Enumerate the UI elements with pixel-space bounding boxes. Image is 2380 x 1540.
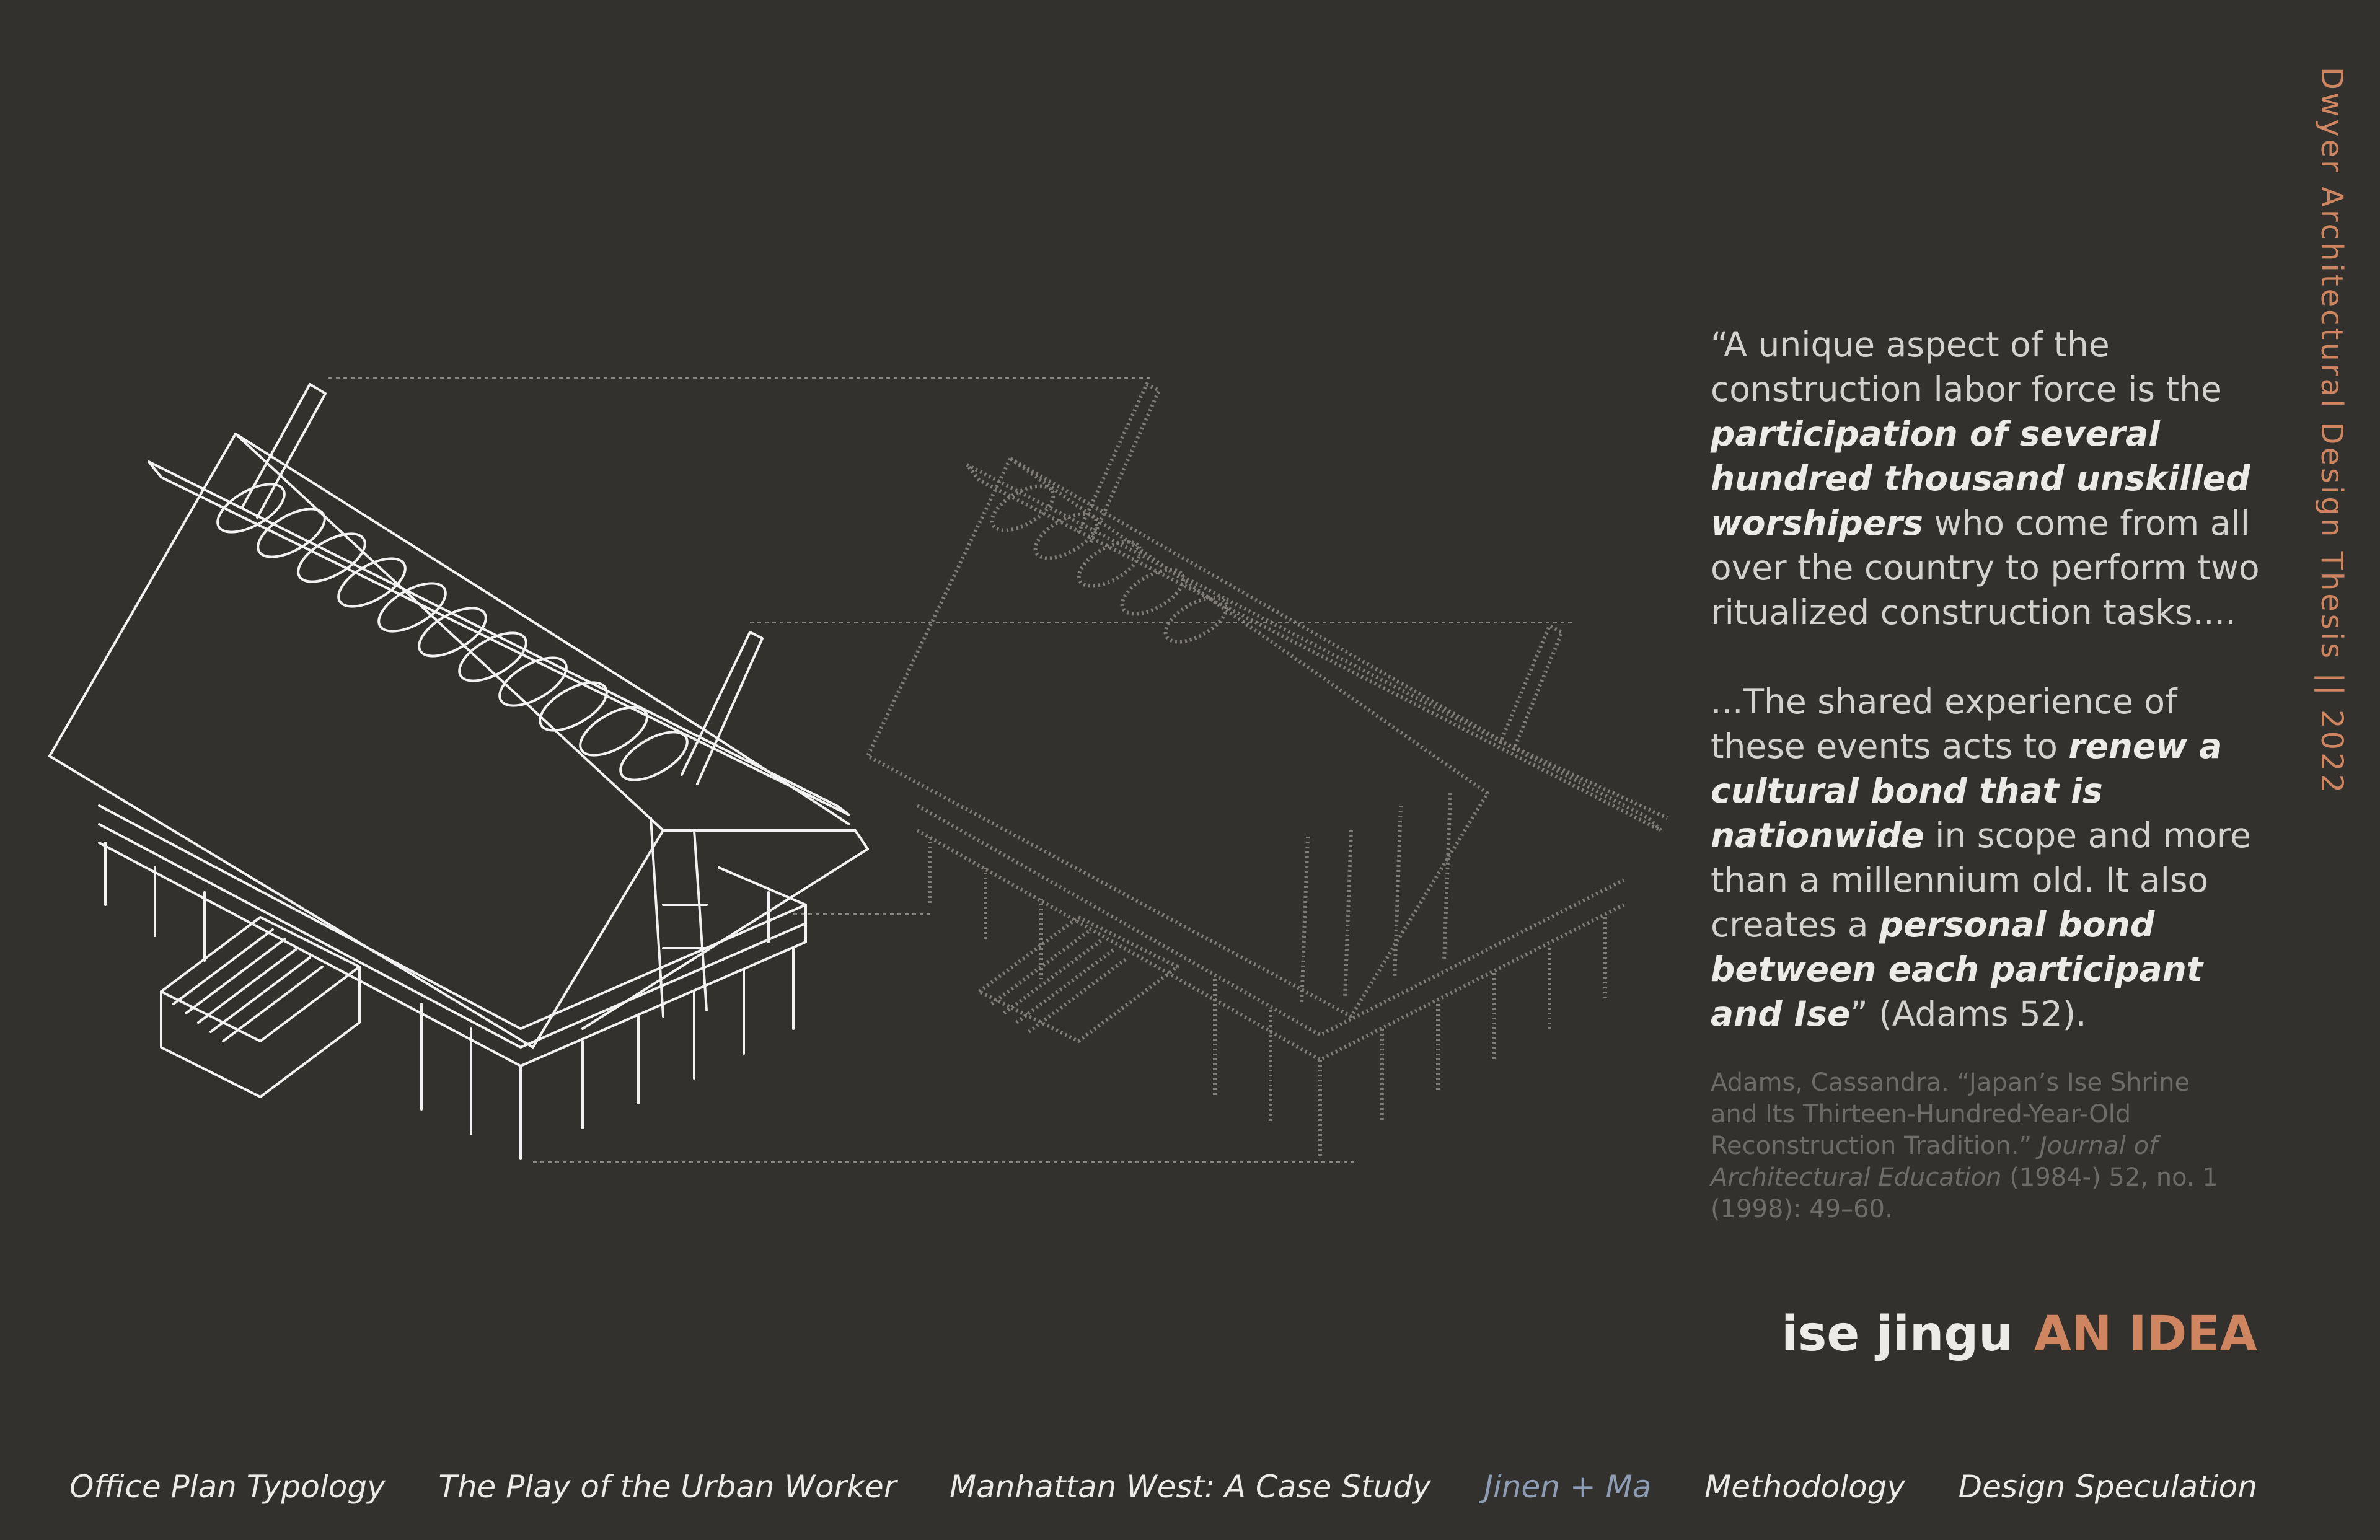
nav-item-the-play-of-the-urban-worker[interactable]: The Play of the Urban Worker xyxy=(438,1469,897,1505)
shrine-ghost-drawing xyxy=(868,384,1667,1159)
page-heading xyxy=(1781,1306,2257,1362)
quote-text: who come from all over the country to perform two ritualized construction tasks.... xyxy=(1711,503,2260,632)
nav-item-methodology[interactable]: Methodology xyxy=(1704,1469,1906,1505)
page-title-accent: AN IDEA xyxy=(2034,1306,2257,1362)
page-title: ise jingu xyxy=(1781,1306,2013,1362)
quote-text: ” (Adams 52). xyxy=(1850,994,2087,1034)
quote-paragraph-1 xyxy=(1711,322,2268,635)
citation-journal: Journal of Architectural Education xyxy=(1711,1132,2158,1192)
quote-emphasis: renew a cultural bond that is nationwide xyxy=(1711,726,2223,855)
citation xyxy=(1711,1067,2231,1225)
quote-text: in scope and more than a millennium old. It also creates a xyxy=(1711,816,2252,944)
quote-paragraph-2 xyxy=(1711,679,2268,1036)
quote-emphasis: participation of several hundred thousand unskilled worshipers xyxy=(1711,414,2250,543)
quote-emphasis: personal bond between each participant and Ise xyxy=(1711,905,2203,1034)
section-navigation xyxy=(69,1469,2257,1505)
shrine-axonometric-drawings xyxy=(37,359,1686,1177)
shrine-line-drawing xyxy=(50,384,868,1159)
nav-item-manhattan-west-a-case-study[interactable]: Manhattan West: A Case Study xyxy=(950,1469,1431,1505)
ridge-logs xyxy=(210,475,695,790)
posts xyxy=(105,843,793,1159)
quote-text: “A unique aspect of the construction labor force is the xyxy=(1711,325,2222,409)
shrine-quote xyxy=(1711,322,2268,1036)
quote-text: ...The shared experience of these events acts to xyxy=(1711,682,2177,766)
citation-author-title: Adams, Cassandra. “Japan’s Ise Shrine and Its Thirteen-Hundred-Year-Old Reconstruction Tradition.” xyxy=(1711,1068,2190,1160)
citation-details: (1984-) 52, no. 1 (1998): 49–60. xyxy=(1711,1163,2218,1223)
thesis-side-title: Dwyer Architectural Design Thesis || 2022 xyxy=(2314,67,2349,796)
nav-item-jinen-ma[interactable]: Jinen + Ma xyxy=(1484,1469,1652,1505)
nav-item-office-plan-typology[interactable]: Office Plan Typology xyxy=(69,1469,386,1505)
nav-item-design-speculation[interactable]: Design Speculation xyxy=(1958,1469,2257,1505)
